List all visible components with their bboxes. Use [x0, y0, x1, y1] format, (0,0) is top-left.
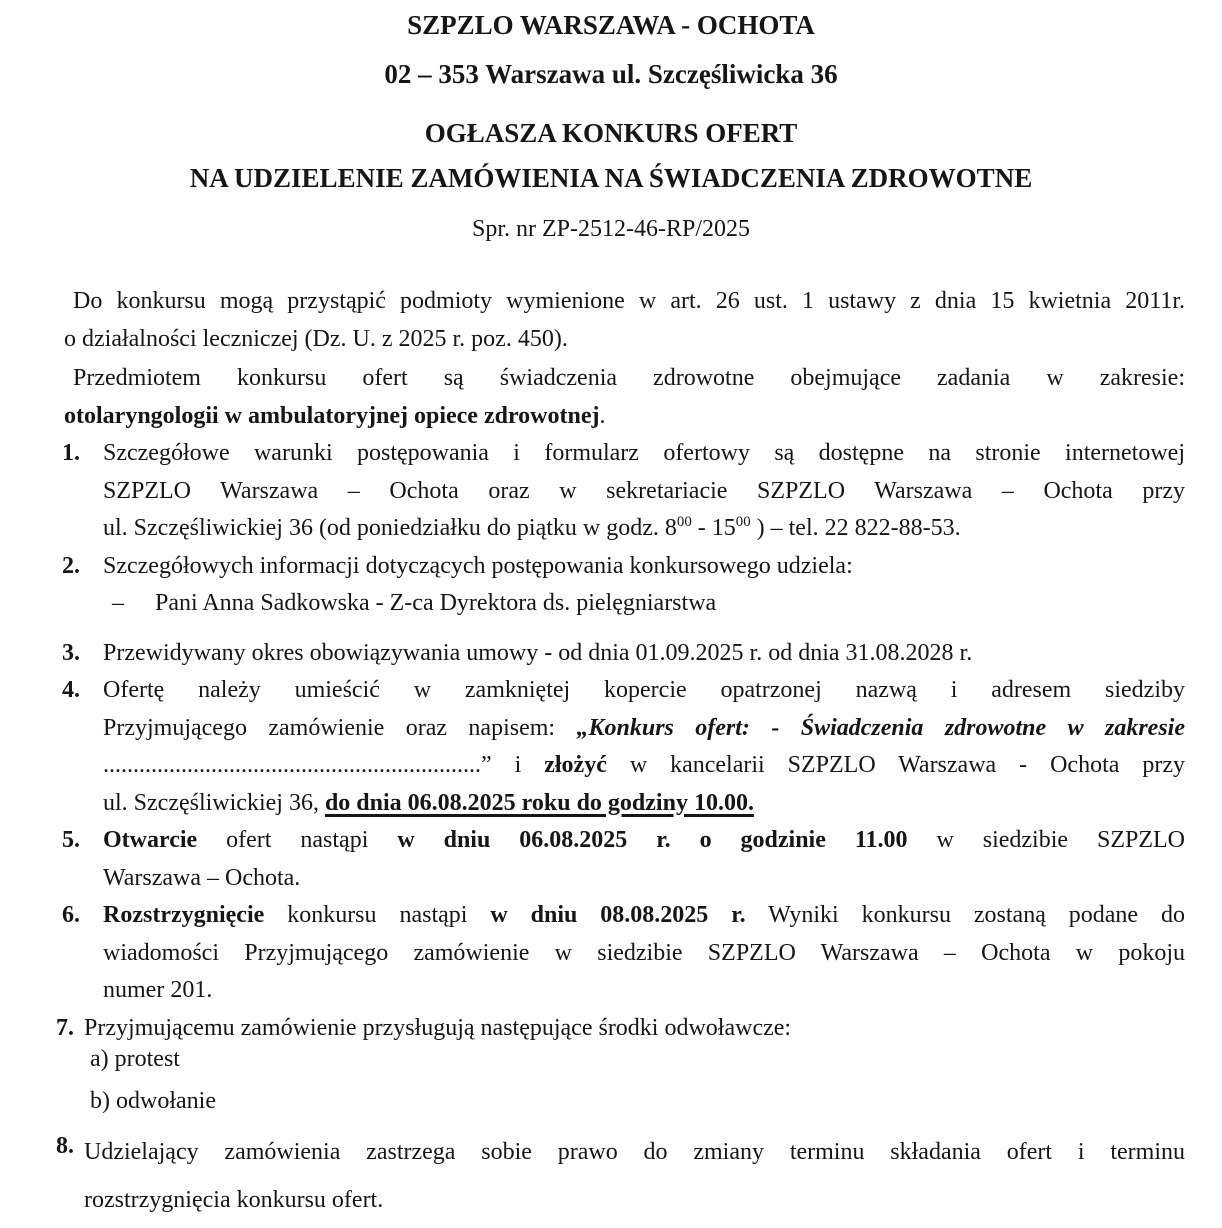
list-item-2 — [62, 548, 1185, 623]
opening-mid: ofert nastąpi — [197, 827, 398, 853]
item1-line2: SZPZLO Warszawa – Ochota oraz w sekretariacie SZPZLO Warszawa – Ochota przy — [103, 477, 1185, 504]
submission-street: ul. Szczęśliwickiej 36, — [103, 789, 325, 816]
item8-line2: rozstrzygnięcia konkursu ofert. — [84, 1187, 384, 1213]
announcement-subtitle: NA UDZIELENIE ZAMÓWIENIA NA ŚWIADCZENIA ZDROWOTNE — [189, 163, 1033, 193]
list-item-1-number: 1. — [62, 440, 80, 466]
office-address-hours: ul. Szczęśliwickiej 36 (od poniedziałku do piątku w godz. 8 — [103, 515, 677, 541]
hours-separator: - 15 — [691, 515, 736, 541]
remedy-option-b: b) odwołanie — [90, 1087, 216, 1114]
list-item-7-number: 7. — [56, 1014, 74, 1041]
opening-location: w siedzibie SZPZLO — [907, 827, 1185, 853]
list-item-6-number: 6. — [62, 902, 80, 928]
closing-quote: ” — [481, 752, 492, 778]
item6-line3: numer 201. — [103, 977, 213, 1003]
item2-line1: Szczegółowych informacji dotyczących postępowania konkursowego udziela: — [103, 552, 853, 579]
list-item-1 — [62, 435, 1185, 548]
list-item-6 — [62, 897, 1185, 1010]
item6-line2: wiadomości Przyjmującego zamówienie w siedzibie SZPZLO Warszawa – Ochota w pokoju — [103, 939, 1185, 966]
subject-period: . — [599, 402, 606, 429]
conjunction: i — [491, 752, 545, 778]
envelope-caption-quote: „Konkurs ofert: - Świadczenia zdrowotne w zakresie — [576, 714, 1185, 741]
submission-location: w kancelarii SZPZLO Warszawa - Ochota przy — [606, 752, 1185, 778]
intro-paragraph-2 — [64, 360, 1185, 435]
item7-line1: Przyjmującemu zamówienie przysługują następujące środki odwoławcze: — [84, 1014, 792, 1041]
item6-line1 — [103, 897, 1185, 935]
item4-line1: Ofertę należy umieścić w zamkniętej kopercie opatrzonej nazwą i adresem siedziby — [103, 677, 1185, 703]
list-item-5-number: 5. — [62, 827, 80, 853]
intro-p1-line1: Do konkursu mogą przystąpić podmioty wymienione w art. 26 ust. 1 ustawy z dnia 15 kwietnia 2011r. — [73, 288, 1185, 314]
item8-line1: Udzielający zamówienia zastrzega sobie prawo do zmiany terminu składania ofert i terminu — [84, 1139, 1185, 1165]
dash-bullet: – — [112, 590, 124, 616]
document-header — [0, 0, 1222, 244]
list-item-4 — [62, 672, 1185, 822]
intro-p1-line2: o działalności leczniczej (Dz. U. z 2025 r. poz. 450). — [64, 325, 568, 352]
resolution-mid: konkursu nastąpi — [264, 902, 491, 928]
phone-number: ) – tel. 22 822-88-53. — [750, 515, 961, 541]
submission-deadline: do dnia 06.08.2025 roku do godziny 10.00. — [324, 789, 754, 816]
item2-contact-person — [112, 585, 1185, 623]
submit-verb-bold: złożyć — [544, 752, 607, 778]
opening-word-bold: Otwarcie — [103, 827, 198, 853]
item5-line2: Warszawa – Ochota. — [103, 864, 301, 891]
item5-line1 — [103, 822, 1185, 860]
resolution-results: Wyniki konkursu zostaną podane do — [745, 902, 1186, 928]
list-item-4-number: 4. — [62, 677, 80, 703]
list-item-2-number: 2. — [62, 552, 80, 579]
item4-line2 — [103, 710, 1185, 748]
hours-open-sup: 00 — [676, 514, 692, 530]
list-item-7 — [56, 1010, 1185, 1121]
resolution-word-bold: Rozstrzygnięcie — [103, 902, 265, 928]
item4-line3 — [103, 747, 1185, 785]
intro-p2-line1: Przedmiotem konkursu ofert są świadczenia zdrowotne obejmujące zadania w zakresie: — [73, 365, 1185, 391]
subject-of-contest-bold: otolaryngologii w ambulatoryjnej opiece zdrowotnej — [64, 402, 600, 429]
list-item-3 — [62, 635, 1185, 673]
org-address: 02 – 353 Warszawa ul. Szczęśliwicka 36 — [384, 59, 838, 89]
item3-contract-period: Przewidywany okres obowiązywania umowy - od dnia 01.09.2025 r. od dnia 31.08.2028 r. — [103, 639, 973, 666]
org-name: SZPZLO WARSZAWA - OCHOTA — [407, 10, 815, 40]
list-item-8-number: 8. — [56, 1133, 74, 1159]
resolution-date-bold: w dniu 08.08.2025 r. — [490, 902, 746, 928]
remedy-option-a: a) protest — [90, 1046, 180, 1072]
intro-paragraph-1 — [64, 283, 1185, 358]
envelope-instruction: Przyjmującego zamówienie oraz napisem: — [103, 714, 577, 741]
list-item-3-number: 3. — [62, 639, 80, 666]
case-number: Spr. nr ZP-2512-46-RP/2025 — [471, 216, 750, 242]
list-item-5 — [62, 822, 1185, 897]
item1-line1: Szczegółowe warunki postępowania i formularz ofertowy są dostępne na stronie internetowej — [103, 440, 1185, 466]
opening-date-bold: w dniu 06.08.2025 r. o godzinie 11.00 — [397, 827, 908, 853]
hours-close-sup: 00 — [735, 514, 751, 530]
contact-person-name: Pani Anna Sadkowska - Z-ca Dyrektora ds. pielęgniarstwa — [155, 590, 717, 616]
dotted-blank-line: ............................................................... — [103, 752, 481, 778]
item4-line4 — [103, 785, 1185, 823]
announcement-title: OGŁASZA KONKURS OFERT — [424, 118, 798, 148]
list-item-8 — [56, 1128, 1185, 1224]
intro-p2-line2 — [64, 398, 1185, 436]
item1-line3 — [103, 510, 1185, 548]
